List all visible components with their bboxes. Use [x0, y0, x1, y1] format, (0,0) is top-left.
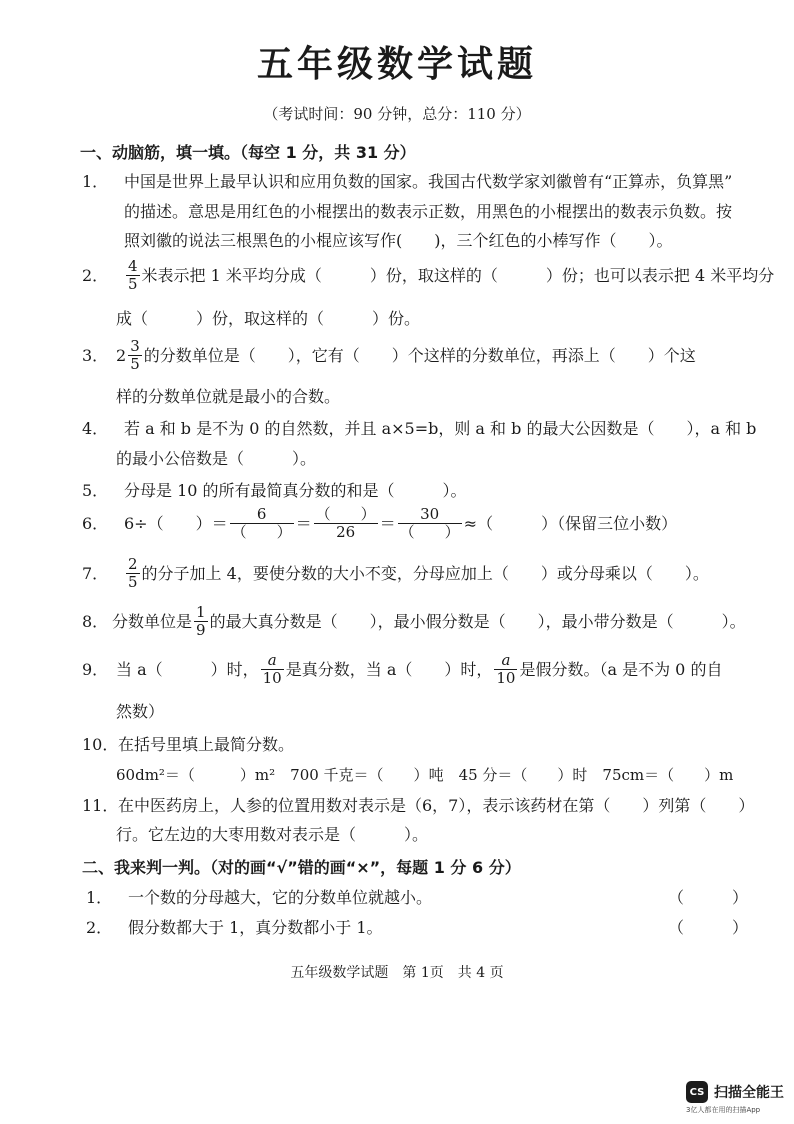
- camscanner-logo-icon: CS: [686, 1081, 708, 1103]
- camscanner-watermark: [686, 1081, 784, 1103]
- question-11-line-2: 行。它左边的大枣用数对表示是（ ）。: [116, 825, 429, 844]
- question-9-line-2: 然数）: [116, 702, 165, 721]
- question-number: 2．: [86, 918, 113, 937]
- question-text: 米表示把 1 米平均分成（ ）份，取这样的（ ）份；也可以表示把 4 米平均分: [141, 265, 775, 285]
- question-3: [82, 338, 696, 373]
- question-2: [82, 258, 774, 293]
- question-4: [82, 418, 756, 440]
- question-number: 4．: [82, 419, 109, 438]
- question-1-line-3: 照刘徽的说法三根黑色的小棍应该写作( )，三个红色的小棒写作（ ）。: [124, 231, 673, 250]
- fraction: $\frac{a}{10}$: [496, 651, 516, 687]
- judge-question-1: [86, 887, 432, 909]
- question-5: [82, 480, 467, 502]
- question-text: 在括号里填上最简分数。: [118, 735, 295, 754]
- question-text: 的最大真分数是（ ），最小假分数是（ ），最小带分数是（ ）。: [209, 611, 746, 631]
- question-6: [82, 506, 677, 541]
- equals-sign: ＝: [379, 513, 396, 533]
- question-number: 10．: [82, 735, 119, 754]
- question-text: 分数单位是: [112, 611, 193, 631]
- fraction: $\frac{3}{5}$: [130, 337, 140, 373]
- fraction: $\frac{( )}{26}$: [315, 505, 376, 541]
- question-8: [82, 604, 746, 639]
- fraction: $\frac{30}{( )}$: [399, 505, 460, 541]
- question-text: 6÷（ ）＝: [124, 513, 228, 533]
- question-10: [82, 734, 294, 756]
- watermark-name: 扫描全能王: [714, 1085, 784, 1101]
- question-number: 3．: [82, 345, 109, 365]
- question-number: 1．: [86, 888, 113, 907]
- section-1-heading: 一、动脑筋，填一填。（每空 1 分，共 31 分）: [80, 143, 416, 162]
- watermark-tagline: 3亿人都在用的扫描App: [686, 1106, 761, 1114]
- question-text: 若 a 和 b 是不为 0 的自然数，并且 a×5=b，则 a 和 b 的最大公因数是（ ），a 和 b: [124, 419, 757, 438]
- question-number: 5．: [82, 481, 109, 500]
- question-text: 的分数单位是（ ），它有（ ）个这样的分数单位，再添上（ ）个这: [143, 345, 696, 365]
- judge-question-2: [86, 917, 383, 939]
- question-1: [82, 171, 732, 193]
- question-text: 分母是 10 的所有最简真分数的和是（ ）。: [124, 481, 467, 500]
- page-footer: 五年级数学试题 第 1页 共 4 页: [290, 965, 504, 981]
- page-title: 五年级数学试题: [256, 44, 537, 85]
- question-10-line-2: 60dm²＝（ ）m² 700 千克＝（ ）吨 45 分＝（ ）时 75cm＝（ ）m: [116, 766, 734, 784]
- answer-blank: （ ）: [668, 918, 749, 937]
- section-2-heading: 二、我来判一判。（对的画“√”错的画“×”，每题 1 分 6 分）: [82, 858, 521, 877]
- fraction: $\frac{4}{5}$: [128, 257, 138, 293]
- question-text: 当 a（ ）时，: [116, 659, 259, 679]
- question-number: 2．: [82, 265, 109, 285]
- question-text: 一个数的分母越大，它的分数单位就越小。: [128, 888, 433, 907]
- question-4-line-2: 的最小公倍数是（ ）。: [116, 449, 317, 468]
- question-number: 9．: [82, 659, 109, 679]
- question-3-line-2: 样的分数单位就是最小的合数。: [116, 387, 341, 406]
- question-7: [82, 556, 709, 591]
- question-text: 是真分数，当 a（ ）时，: [285, 659, 493, 679]
- question-text: 假分数都大于 1，真分数都小于 1。: [128, 918, 383, 937]
- question-number: 7．: [82, 563, 109, 583]
- fraction: $\frac{1}{9}$: [196, 603, 206, 639]
- question-text: 在中医药房上，人参的位置用数对表示是（6，7），表示该药材在第（ ）列第（ ）: [118, 796, 755, 815]
- question-9: [82, 652, 722, 687]
- mixed-number-whole: 2: [116, 345, 127, 365]
- question-11: [82, 795, 754, 817]
- answer-blank: （ ）: [668, 888, 749, 907]
- question-number: 8．: [82, 611, 109, 631]
- question-number: 1．: [82, 172, 109, 191]
- question-number: 6．: [82, 513, 109, 533]
- question-1-line-2: 的描述。意思是用红色的小棍摆出的数表示正数，用黑色的小棍摆出的数表示负数。按: [124, 202, 733, 221]
- fraction: $\frac{2}{5}$: [128, 555, 138, 591]
- fraction: $\frac{a}{10}$: [262, 651, 282, 687]
- question-text: 的分子加上 4，要使分数的大小不变，分母应加上（ ）或分母乘以（ ）。: [141, 563, 709, 583]
- exam-info: （考试时间：90 分钟，总分：110 分）: [263, 105, 531, 123]
- question-text: 是假分数。（a 是不为 0 的自: [519, 659, 723, 679]
- question-number: 11．: [82, 796, 119, 815]
- equals-sign: ＝: [295, 513, 312, 533]
- question-text: ≈（ ）（保留三位小数）: [463, 513, 678, 533]
- fraction: $\frac{6}{( )}$: [231, 505, 292, 541]
- question-text: 中国是世界上最早认识和应用负数的国家。我国古代数学家刘徽曾有“正算赤，负算黑”: [124, 172, 733, 191]
- question-2-line-2: 成（ ）份，取这样的（ ）份。: [116, 309, 421, 328]
